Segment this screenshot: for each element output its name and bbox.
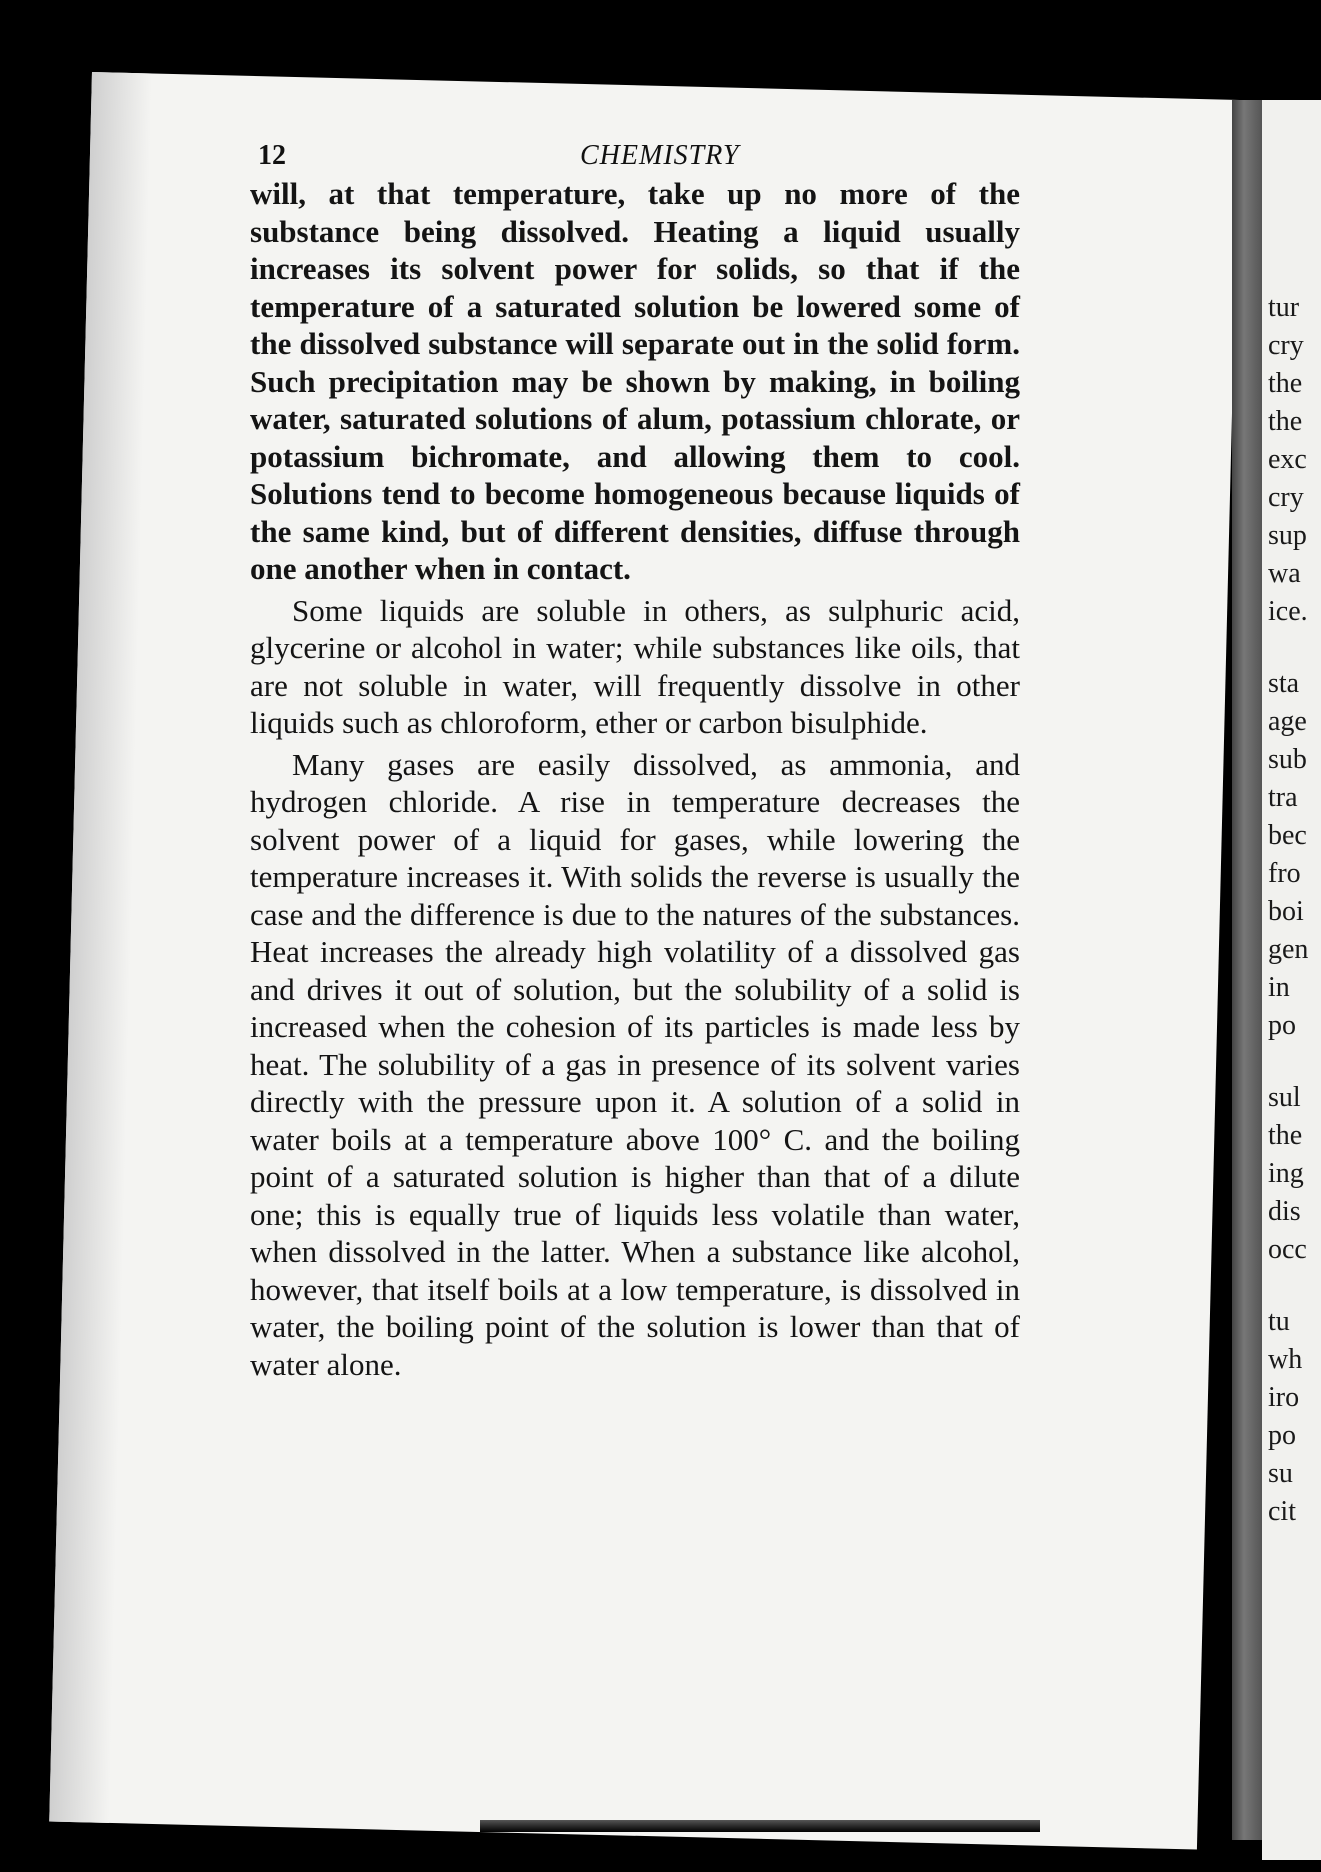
right-fragment: the (1268, 368, 1303, 399)
right-fragment: sul (1268, 1082, 1301, 1113)
right-fragment: po (1268, 1420, 1296, 1451)
right-fragment: su (1268, 1458, 1293, 1489)
right-fragment: tu (1268, 1306, 1290, 1337)
right-fragment: the (1268, 1120, 1303, 1151)
paragraph-3: Many gases are easily dissolved, as ammonia, and hydrogen chloride. A rise in temperature decreases the solvent power of a liquid for gases, while lowering the temperature increases it. With solids the reverse is usually the case and the difference is due to the natures of the substances. Heat increases the already high volatility of a dissolved gas and drives it out of solution, but the solubility of a solid is increased when the cohesion of its particles is made less by heat. The solubility of a gas in presence of its solvent varies directly with the pressure upon it. A solution of a solid in water boils at a temperature above 100° C. and the boiling point of a saturated solution is higher than that of a dilute one; this is equally true of liquids less volatile than water, when dissolved in the latter. When a substance like alcohol, however, that itself boils at a low temperature, is dissolved in water, the boiling point of the solution is lower than that of water alone. (250, 746, 1020, 1382)
right-fragment: occ (1268, 1234, 1307, 1265)
body-text (250, 175, 1020, 1387)
right-fragment: sub (1268, 744, 1307, 775)
right-fragment: wa (1268, 558, 1301, 589)
right-fragment: cry (1268, 330, 1304, 361)
right-fragment: tra (1268, 782, 1298, 813)
right-fragment: cit (1268, 1496, 1296, 1527)
right-fragment: exc (1268, 444, 1307, 475)
right-fragment: age (1268, 706, 1307, 737)
page-bottom-shadow (480, 1820, 1040, 1832)
right-fragment: ing (1268, 1158, 1304, 1189)
right-fragment: iro (1268, 1382, 1300, 1413)
paragraph-1: will, at that temperature, take up no more of the substance being dissolved. Heating a liquid usually increases its solvent power for solids, so that if the temperature of a saturated solution be lowered some of the dissolved substance will separate out in the solid form. Such precipitation may be shown by making, in boiling water, saturated solutions of alum, potassium chlorate, or potassium bichromate, and allowing them to cool. Solutions tend to become homogeneous because liquids of the same kind, but of different densities, diffuse through one another when in contact. (250, 176, 1020, 586)
right-fragment: bec (1268, 820, 1307, 851)
right-fragment: in (1268, 972, 1290, 1003)
paragraph-2: Some liquids are soluble in others, as sulphuric acid, glycerine or alcohol in water; while substances like oils, that are not soluble in water, will frequently dissolve in other liquids such as chloroform, ether or carbon bisulphide. (250, 592, 1020, 740)
right-fragment: tur (1268, 292, 1300, 323)
right-fragment: fro (1268, 858, 1301, 889)
page-number: 12 (258, 140, 286, 171)
right-fragment: the (1268, 406, 1303, 437)
right-fragment: boi (1268, 896, 1304, 927)
right-fragment: cry (1268, 482, 1304, 513)
right-fragment: gen (1268, 934, 1309, 965)
right-fragment: po (1268, 1010, 1296, 1041)
right-fragment: wh (1268, 1344, 1303, 1375)
right-fragment: sup (1268, 520, 1307, 551)
right-fragment: ice. (1268, 596, 1308, 627)
book-gutter (1232, 100, 1262, 1840)
running-head: CHEMISTRY (580, 140, 740, 171)
right-fragment: sta (1268, 668, 1300, 699)
right-fragment: dis (1268, 1196, 1301, 1227)
